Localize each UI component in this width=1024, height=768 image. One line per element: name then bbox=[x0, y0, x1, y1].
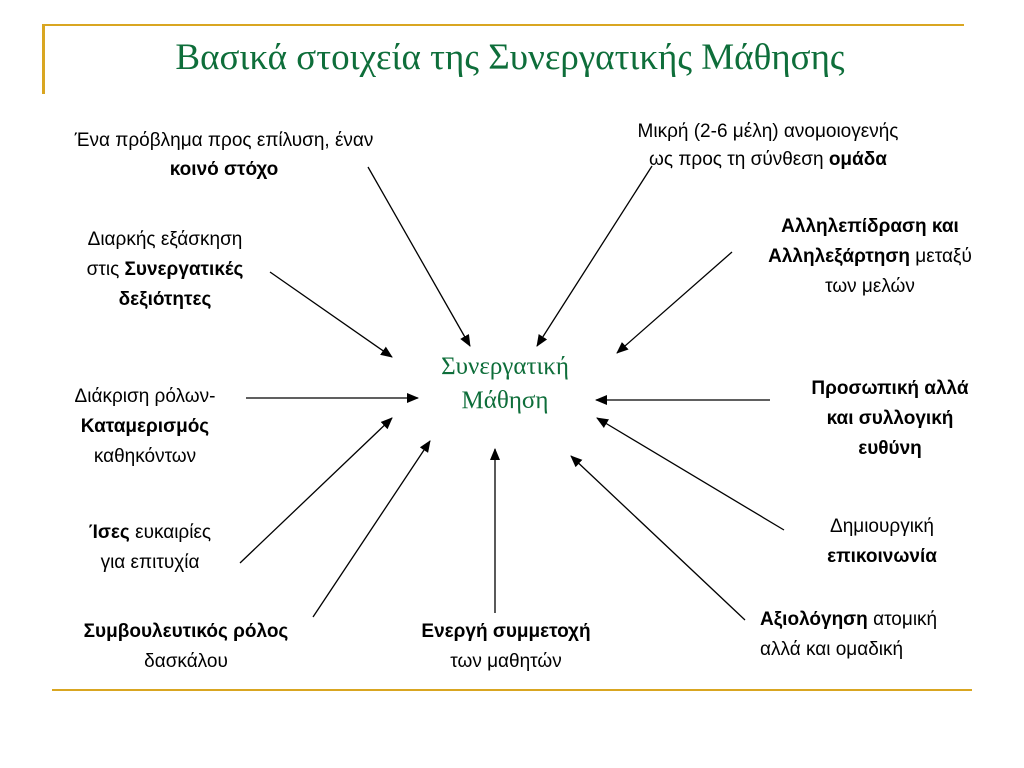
node-roles bbox=[30, 382, 260, 472]
arrow-group bbox=[537, 166, 652, 346]
node-skills-prefix: στις bbox=[86, 259, 120, 280]
node-responsibility-bold2: και συλλογική bbox=[826, 408, 954, 429]
node-skills-bold1: Συνεργατικές bbox=[124, 259, 244, 280]
node-communication-line1: Δημιουργική bbox=[830, 516, 934, 537]
arrow-teacher bbox=[313, 441, 430, 617]
node-equal-line1: ευκαιρίες bbox=[135, 522, 212, 543]
node-interaction-bold2: Αλληλεξάρτηση bbox=[768, 246, 911, 267]
arrow-assessment bbox=[571, 456, 745, 620]
node-teacher-bold: Συμβουλευτικός ρόλος bbox=[83, 621, 289, 642]
center-line-1: Συνεργατική bbox=[441, 353, 569, 380]
center-line-2: Μάθηση bbox=[461, 387, 549, 414]
node-responsibility bbox=[770, 374, 1010, 464]
node-roles-bold: Καταμερισμός bbox=[80, 416, 210, 437]
node-active-participation bbox=[370, 617, 642, 677]
node-communication-bold: επικοινωνία bbox=[827, 546, 937, 567]
node-teacher-role bbox=[30, 617, 342, 677]
node-common-goal-bold: κοινό στόχο bbox=[169, 159, 279, 180]
node-communication bbox=[782, 512, 982, 572]
arrow-communication bbox=[597, 418, 784, 530]
node-skills bbox=[30, 225, 300, 315]
node-equal-bold: Ίσες bbox=[88, 522, 130, 543]
node-assessment-bold: Αξιολόγηση bbox=[760, 609, 868, 630]
node-group-bold: ομάδα bbox=[828, 149, 887, 170]
node-equal-opportunities bbox=[40, 518, 260, 578]
node-roles-line3: καθηκόντων bbox=[93, 446, 197, 467]
node-interaction-line3: των μελών bbox=[825, 276, 915, 297]
node-common-goal bbox=[18, 126, 430, 184]
arrow-common-goal bbox=[368, 167, 470, 346]
node-equal-line2: για επιτυχία bbox=[100, 552, 200, 573]
node-teacher-line2: δασκάλου bbox=[144, 651, 228, 672]
node-interaction-bold1: Αλληλεπίδραση και bbox=[781, 216, 959, 237]
node-skills-bold2: δεξιότητες bbox=[118, 289, 212, 310]
arrow-interaction bbox=[617, 252, 732, 353]
node-roles-line1: Διάκριση ρόλων- bbox=[74, 386, 216, 407]
node-assessment bbox=[760, 605, 1018, 665]
center-concept bbox=[400, 350, 610, 418]
node-interaction-plain1: μεταξύ bbox=[915, 246, 972, 267]
node-interaction bbox=[720, 212, 1020, 302]
node-group-line2: ως προς τη σύνθεση bbox=[649, 149, 824, 170]
node-assessment-plain1: ατομική bbox=[873, 609, 938, 630]
node-group-line1: Μικρή (2-6 μέλη) ανομοιογενής bbox=[637, 121, 899, 142]
node-group bbox=[598, 118, 938, 174]
node-skills-line1: Διαρκής εξάσκηση bbox=[87, 229, 243, 250]
node-assessment-line2: αλλά και ομαδική bbox=[760, 639, 904, 660]
slide-title: Βασικά στοιχεία της Συνεργατικής Μάθησης bbox=[175, 37, 845, 78]
node-participation-bold: Ενεργή συμμετοχή bbox=[421, 621, 591, 642]
arrow-equal bbox=[240, 418, 392, 563]
node-responsibility-bold1: Προσωπική αλλά bbox=[811, 378, 969, 399]
node-responsibility-bold3: ευθύνη bbox=[858, 438, 922, 459]
node-common-goal-text: Ένα πρόβλημα προς επίλυση, έναν bbox=[74, 130, 374, 151]
node-participation-line2: των μαθητών bbox=[450, 651, 562, 672]
